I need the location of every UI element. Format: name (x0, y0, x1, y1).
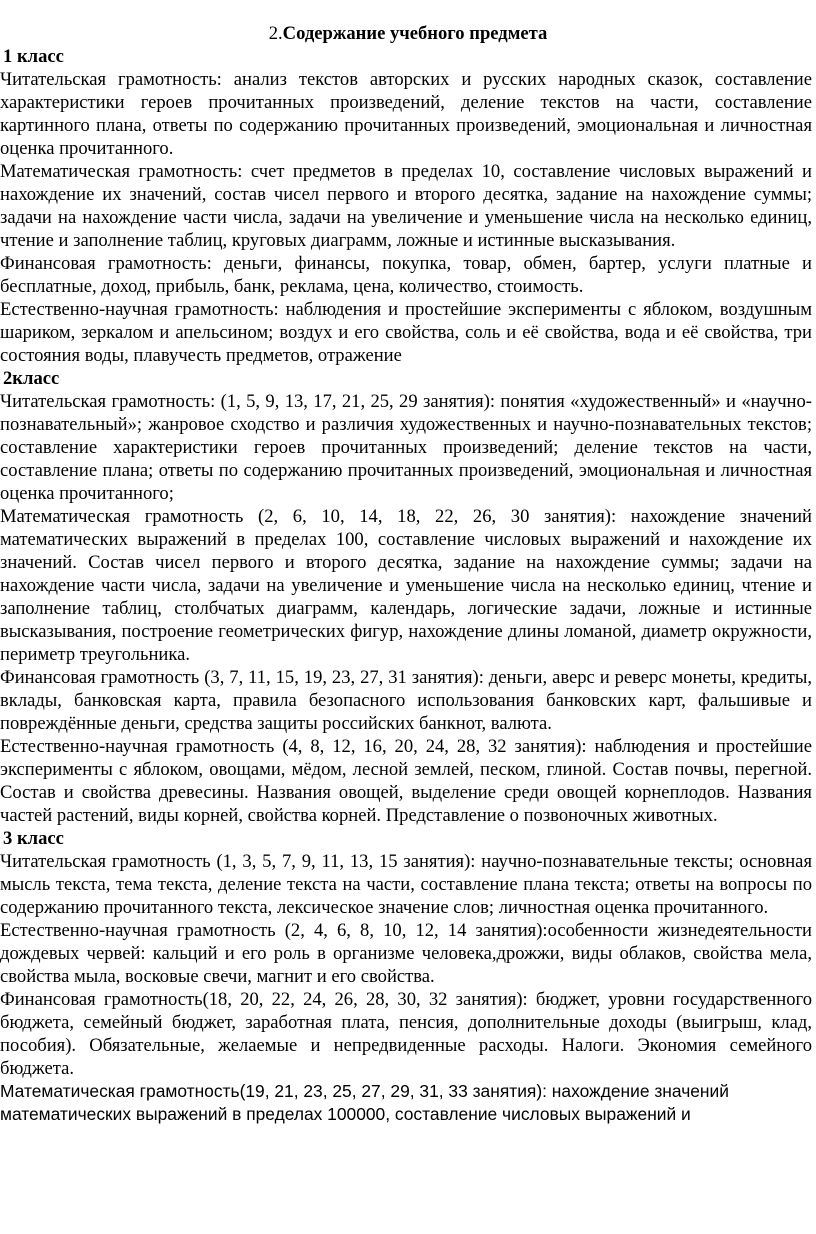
grade-1-reading-paragraph: Читательская грамотность: анализ текстов авторских и русских народных сказок, составление характеристики героев прочитанных произведений, деление текстов на части, составление картинного плана, ответы по содержанию прочитанных произведений, эмоциональная и личностная оценка прочитанного. (0, 69, 812, 159)
grade-1-finance-paragraph: Финансовая грамотность: деньги, финансы, покупка, товар, обмен, бартер, услуги платные и бесплатные, доход, прибыль, банк, реклама, цена, количество, стоимость. (0, 253, 812, 297)
grade-2-heading: 2класс (3, 368, 60, 389)
grade-2-science-paragraph: Естественно-научная грамотность (4, 8, 12, 16, 20, 24, 28, 32 занятия): наблюдения и простейшие эксперименты с яблоком, овощами, мёдом, лесной землей, песком, глиной. Состав почвы, перегной. Состав и свойства древесины. Названия овощей, выделение среди овощей корнеплодов. Названия частей растений, виды корней, свойства корней. Представление о позвоночных животных. (0, 736, 812, 826)
grade-3-math-paragraph: Математическая грамотность(19, 21, 23, 25, 27, 29, 31, 33 занятия): нахождение значений математических выражений в пределах 100000, составление числовых выражений и (0, 1081, 729, 1124)
grade-2-reading-paragraph: Читательская грамотность: (1, 5, 9, 13, 17, 21, 25, 29 занятия): понятия «художественный» и «научно-познавательный»; жанровое сходство и различия художественных и научно-познавательных текстов; составление характеристики героев прочитанных произведений; деление текстов на части, составление плана; ответы по содержанию прочитанных произведений, эмоциональная и личностная оценка прочитанного; (0, 391, 812, 504)
page-title (0, 22, 816, 45)
grade-1-heading: 1 класс (3, 46, 64, 67)
grade-3-heading: 3 класс (3, 828, 64, 849)
grade-3-science-paragraph: Естественно-научная грамотность (2, 4, 6, 8, 10, 12, 14 занятия):особенности жизнедеятельности дождевых червей: кальций и его роль в организме человека,дрожжи, виды облаков, свойства мела, свойства мыла, восковые свечи, магнит и его свойства. (0, 920, 812, 987)
title-text: Содержание учебного предмета (282, 23, 548, 44)
grade-3-finance-paragraph: Финансовая грамотность(18, 20, 22, 24, 26, 28, 30, 32 занятия): бюджет, уровни государственного бюджета, семейный бюджет, заработная плата, пенсия, дополнительные доходы (выигрыш, клад, пособия). Обязательные, желаемые и непредвиденные расходы. Налоги. Экономия семейного бюджета. (0, 989, 812, 1079)
title-number: 2. (268, 23, 283, 44)
grade-3-reading-paragraph: Читательская грамотность (1, 3, 5, 7, 9, 11, 13, 15 занятия): научно-познавательные тексты; основная мысль текста, тема текста, деление текста на части, составление плана текста; ответы на вопросы по содержанию прочитанного текста, лексическое значение слов; личностная оценка прочитанного. (0, 851, 812, 918)
grade-2-finance-paragraph: Финансовая грамотность (3, 7, 11, 15, 19, 23, 27, 31 занятия): деньги, аверс и реверс монеты, кредиты, вклады, банковская карта, правила безопасного использования банковских карт, фальшивые и повреждённые деньги, средства защиты российских банкнот, валюта. (0, 667, 812, 734)
content (0, 45, 816, 1126)
grade-2-math-paragraph: Математическая грамотность (2, 6, 10, 14, 18, 22, 26, 30 занятия): нахождение значений математических выражений в пределах 100, составление числовых выражений и нахождение их значений. Состав чисел первого и второго десятка, задание на нахождение суммы; задачи на нахождение части числа, задачи на увеличение и уменьшение числа на несколько единиц, чтение и заполнение таблиц, столбчатых диаграмм, календарь, логические задачи, ложные и истинные высказывания, построение геометрических фигур, нахождение длины ломаной, диаметр окружности, периметр треугольника. (0, 506, 812, 665)
grade-1-science-paragraph: Естественно-научная грамотность: наблюдения и простейшие эксперименты с яблоком, воздушным шариком, зеркалом и апельсином; воздух и его свойства, соль и её свойства, вода и её свойства, три состояния воды, плавучесть предметов, отражение (0, 299, 812, 366)
grade-1-math-paragraph: Математическая грамотность: счет предметов в пределах 10, составление числовых выражений и нахождение их значений, состав чисел первого и второго десятка, задание на нахождение суммы; задачи на нахождение части числа, задачи на увеличение и уменьшение числа на несколько единиц, чтение и заполнение таблиц, круговых диаграмм, ложные и истинные высказывания. (0, 161, 812, 251)
